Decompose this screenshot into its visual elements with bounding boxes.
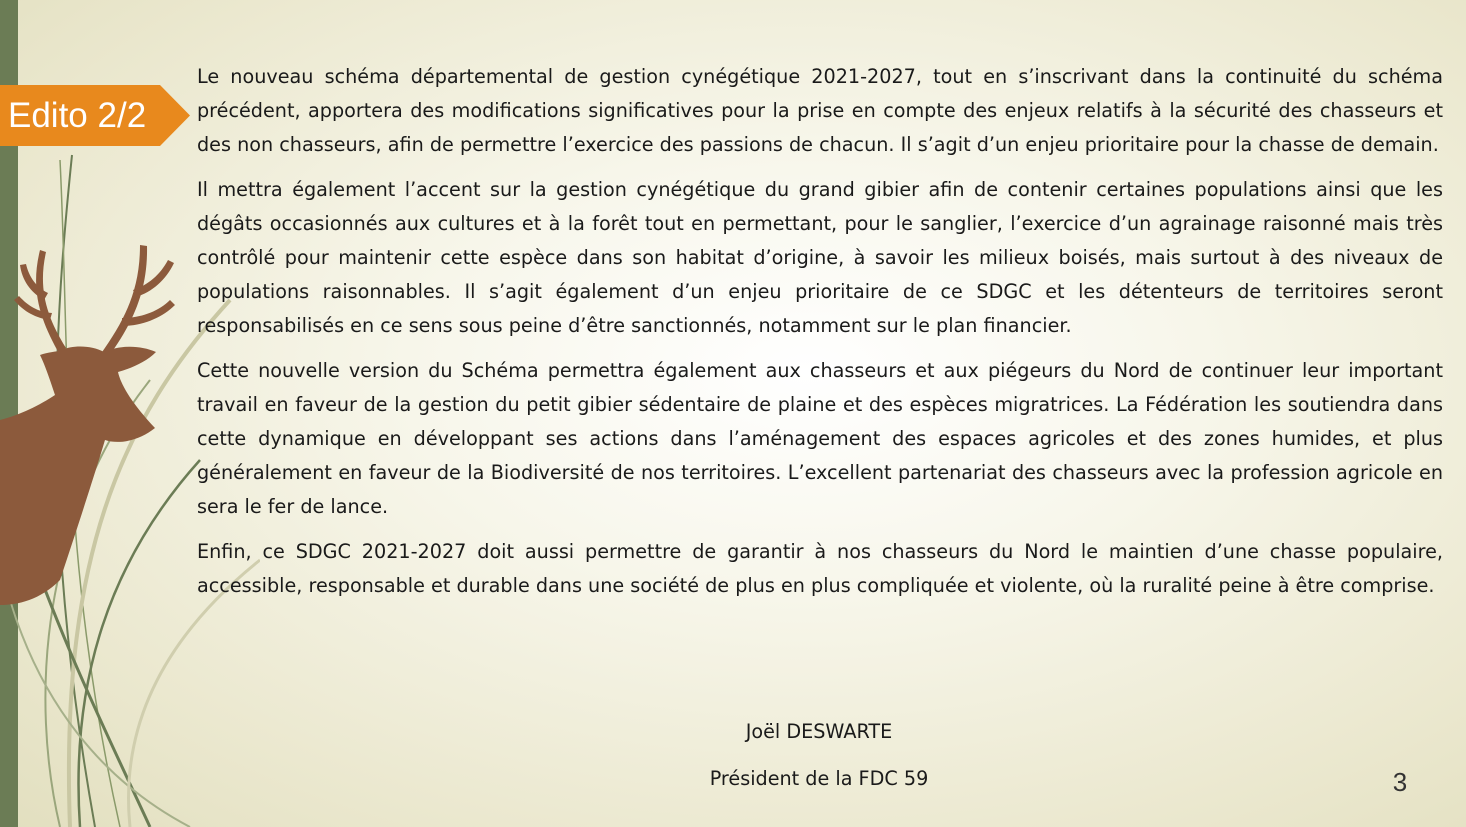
deer-silhouette-icon [0, 245, 175, 605]
edito-body [197, 60, 1443, 615]
signature-name: Joël DESWARTE [745, 720, 893, 743]
paragraph: Enfin, ce SDGC 2021-2027 doit aussi permettre de garantir à nos chasseurs du Nord le maintien d’une chasse populaire, accessible, responsable et durable dans une société de plus en plus compliquée et violente, où la ruralité peine à être comprise. [197, 540, 1443, 598]
slide-title-tab [0, 85, 190, 146]
paragraph: Il mettra également l’accent sur la gestion cynégétique du grand gibier afin de contenir certaines populations ainsi que les dégâts occasionnés aux cultures et à la forêt tout en permettant, pour le sanglier, l’exercice d’un agrainage raisonné mais très contrôlé pour maintenir cette espèce dans son habitat d’origine, à savoir les milieux boisés, mais surtout à des niveaux de populations raisonnables. Il s’agit également d’un enjeu prioritaire de ce SDGC et les détenteurs de territoires seront responsabilisés en ce sens sous peine d’être sanctionnés, notamment sur le plan financier. [197, 178, 1443, 337]
slide-title: Edito 2/2 [8, 96, 147, 135]
signature-role: Président de la FDC 59 [709, 767, 929, 790]
paragraph: Cette nouvelle version du Schéma permettra également aux chasseurs et aux piégeurs du Nord de continuer leur important travail en faveur de la gestion du petit gibier sédentaire de plaine et des espèces migratrices. La Fédération les soutiendra dans cette dynamique en développant ses actions dans l’aménagement des espaces agricoles et des zones humides, et plus généralement en faveur de la Biodiversité de nos territoires. L’excellent partenariat des chasseurs avec la profession agricole en sera le fer de lance. [197, 359, 1443, 518]
paragraph: Le nouveau schéma départemental de gestion cynégétique 2021-2027, tout en s’inscrivant dans la continuité du schéma précédent, apportera des modifications significatives pour la prise en compte des enjeux relatifs à la sécurité des chasseurs et des non chasseurs, afin de permettre l’exercice des passions de chacun. Il s’agit d’un enjeu prioritaire pour la chasse de demain. [197, 65, 1443, 156]
page-number: 3 [1392, 767, 1408, 797]
